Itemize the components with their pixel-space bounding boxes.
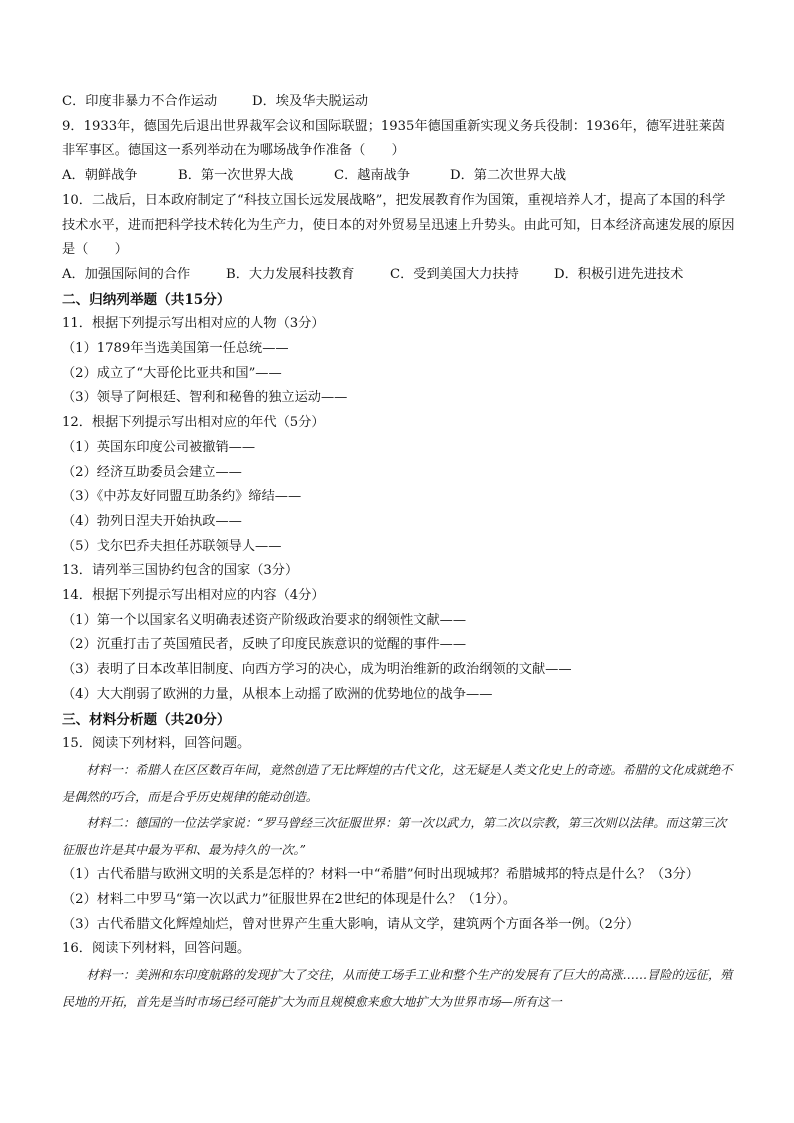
q12-item: （2）经济互助委员会建立—— [62, 464, 242, 480]
q8-option-c: C．印度非暴力不合作运动 [62, 94, 218, 109]
q10-option-c: C．受到美国大力扶持 [390, 266, 519, 282]
q14-item: （3）表明了日本改革旧制度、向西方学习的决心，成为明治维新的政治纲领的文献—— [62, 662, 572, 678]
exam-page [62, 90, 738, 1015]
q11-item: （1）1789年当选美国第一任总统—— [62, 341, 289, 357]
q15-material-1: 材料一：希腊人在区区数百年间，竟然创造了无比辉煌的古代文化，这无疑是人类文化史上的奇迹。希腊的文化成就绝不是偶然的巧合，而是合乎历史规律的能动创造。 [62, 762, 733, 804]
q14-stem: 14．根据下列提示写出相对应的内容（4分） [62, 588, 325, 604]
q15-sub-1: （1）古代希腊与欧洲文明的关系是怎样的？材料一中“希腊”何时出现城邦？希腊城邦的特点是什么？（3分） [62, 867, 699, 883]
q8-options [62, 90, 738, 115]
q15-material-2: 材料二：德国的一位法学家说：“罗马曾经三次征服世界：第一次以武力，第二次以宗教，第三次则以法律。而这第三次征服也许是其中最为平和、最为持久的一次。” [62, 816, 727, 857]
q16-stem: 16．阅读下列材料，回答问题。 [62, 941, 251, 957]
q16-material-1: 材料一：美洲和东印度航路的发现扩大了交往，从而使工场手工业和整个生产的发展有了巨大的高涨……冒险的远征，殖民地的开拓，首先是当时市场已经可能扩大为而且规模愈来愈大地扩大为世界市场—所有这一 [62, 968, 733, 1009]
q11-item: （2）成立了“大哥伦比亚共和国”—— [62, 365, 282, 381]
q11-stem: 11．根据下列提示写出相对应的人物（3分） [62, 316, 325, 332]
q9-options [62, 164, 738, 189]
q10-option-b: B．大力发展科技教育 [226, 266, 355, 282]
q15-sub-3: （3）古代希腊文化辉煌灿烂，曾对世界产生重大影响，请从文学，建筑两个方面各举一例。（2分） [62, 916, 640, 932]
q9-option-c: C．越南战争 [334, 168, 411, 184]
q14-item: （1）第一个以国家名义明确表述资产阶级政治要求的纲领性文献—— [62, 612, 467, 628]
q12-item: （5）戈尔巴乔夫担任苏联领导人—— [62, 538, 282, 554]
q15-stem: 15．阅读下列材料，回答问题。 [62, 736, 251, 752]
q9-option-b: B．第一次世界大战 [178, 168, 294, 184]
q9-option-d: D．第二次世界大战 [450, 168, 567, 184]
q10-options [62, 263, 738, 288]
q10-option-d: D．积极引进先进技术 [554, 266, 684, 282]
q12-stem: 12．根据下列提示写出相对应的年代（5分） [62, 415, 325, 431]
q9-option-a: A．朝鲜战争 [62, 168, 138, 184]
q14-item: （4）大大削弱了欧洲的力量，从根本上动摇了欧洲的优势地位的战争—— [62, 686, 493, 702]
q13-stem: 13．请列举三国协约包含的国家（3分） [62, 563, 299, 579]
q10-stem: 10．二战后，日本政府制定了“科技立国长远发展战略”，把发展教育作为国策，重视培养人才，提高了本国的科学技术水平，进而把科学技术转化为生产力，使日本的对外贸易呈迅速上升势头。由此可知，日本经济高速发展的原因是（ ） [62, 192, 735, 258]
section-3-title: 三、材料分析题（共20分） [62, 711, 231, 728]
q10-option-a: A．加强国际间的合作 [62, 266, 191, 282]
section-2-title: 二、归纳列举题（共15分） [62, 291, 231, 308]
q12-item: （1）英国东印度公司被撤销—— [62, 439, 256, 455]
q14-item: （2）沉重打击了英国殖民者，反映了印度民族意识的觉醒的事件—— [62, 637, 467, 653]
q12-item: （4）勃列日涅夫开始执政—— [62, 513, 242, 529]
q12-item: （3）《中苏友好同盟互助条约》缔结—— [62, 489, 302, 505]
q9-stem: 9．1933年，德国先后退出世界裁军会议和国际联盟；1935年德国重新实现义务兵役制：1936年，德军进驻莱茵非军事区。德国这一系列举动在为哪场战争作准备（ ） [62, 118, 725, 159]
q15-sub-2: （2）材料二中罗马“第一次以武力”征服世界在2世纪的体现是什么？（1分）。 [62, 892, 517, 908]
q11-item: （3）领导了阿根廷、智利和秘鲁的独立运动—— [62, 390, 348, 406]
q8-option-d: D．埃及华夫脱运动 [252, 94, 369, 109]
